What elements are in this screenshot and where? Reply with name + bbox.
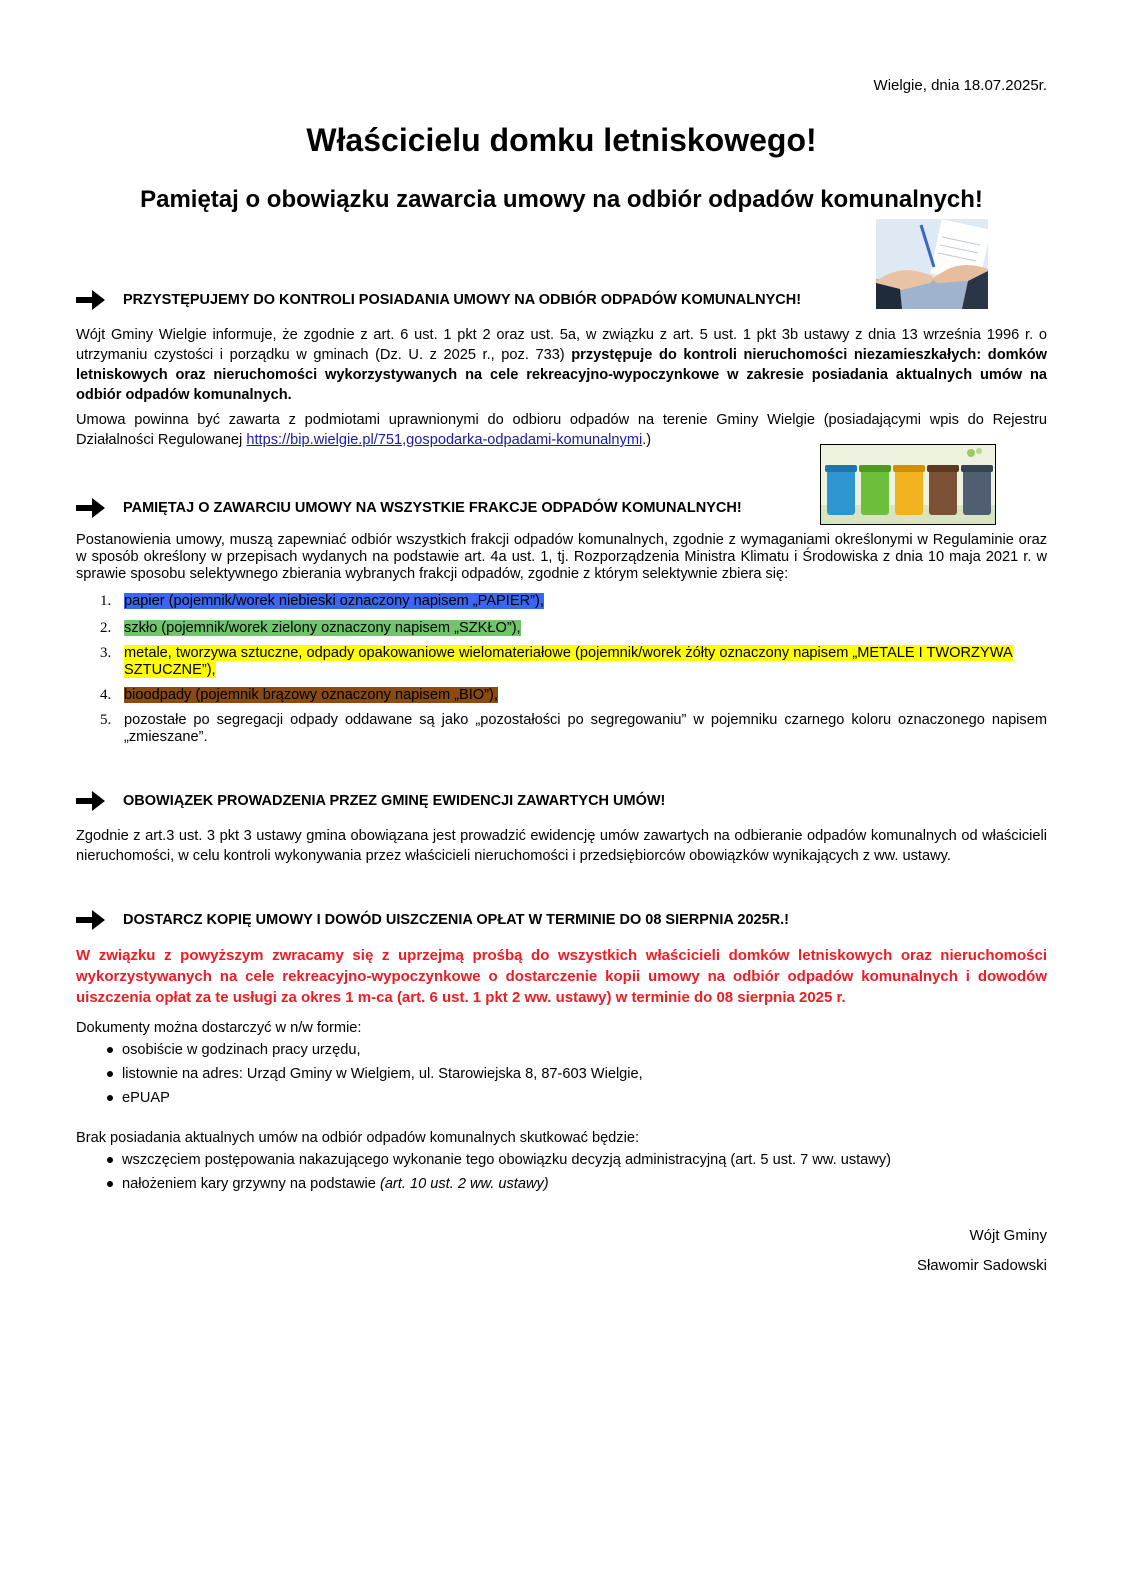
list-number: 5. — [100, 712, 112, 728]
list-item: osobiście w godzinach pracy urzędu, — [76, 1040, 1047, 1060]
arrow-right-icon — [76, 790, 108, 812]
list-number: 1. — [100, 593, 112, 609]
section-heading-deadline — [76, 908, 956, 932]
consequences-intro: Brak posiadania aktualnych umów na odbiór odpadów komunalnych skutkować będzie: — [76, 1130, 640, 1146]
list-number: 4. — [100, 687, 112, 703]
section-heading-fractions — [76, 496, 956, 520]
signature-role: Wójt Gminy — [969, 1227, 1047, 1244]
list-item — [76, 712, 1047, 746]
arrow-right-icon — [76, 909, 108, 931]
section-heading-control — [76, 288, 956, 312]
fraction-glass: szkło (pojemnik/worek zielony oznaczony napisem „SZKŁO”), — [124, 620, 521, 636]
arrow-right-icon — [76, 497, 108, 519]
section-heading-text: PAMIĘTAJ O ZAWARCIU UMOWY NA WSZYSTKIE FRAKCJE ODPADÓW KOMUNALNYCH! — [123, 500, 742, 516]
arrow-right-icon — [76, 289, 108, 311]
consequence-text: nałożeniem kary grzywny na podstawie — [122, 1176, 380, 1192]
paragraph-contract-text: Umowa powinna być zawarta z podmiotami uprawnionymi do odbioru odpadów na terenie Gminy Wielgie (posiadającymi wpis do Rejestru Działalności Regulowanej — [76, 412, 1047, 448]
list-item — [76, 591, 1047, 611]
list-item — [76, 1174, 1047, 1194]
page-subtitle: Pamiętaj o obowiązku zawarcia umowy na odbiór odpadów komunalnych! — [140, 186, 983, 213]
paragraph-control-bold: przystępuje do kontroli nieruchomości niezamieszkałych: domków letniskowych oraz nieruchomości wykorzystywanych na cele rekreacyjno-wypoczynkowe w zakresie posiadania aktualnych umów na odbiór odpadów komunalnych. — [76, 347, 1047, 403]
consequence-citation: (art. 10 ust. 2 ww. ustawy) — [379, 1176, 549, 1192]
docs-intro: Dokumenty można dostarczyć w n/w formie: — [76, 1020, 362, 1036]
fraction-bio: bioodpady (pojemnik brązowy oznaczony napisem „BIO”), — [124, 687, 498, 703]
list-item: ePUAP — [76, 1088, 1047, 1108]
paragraph-control-info — [76, 325, 1047, 405]
section-heading-text: DOSTARCZ KOPIĘ UMOWY I DOWÓD UISZCZENIA OPŁAT W TERMINIE DO 08 SIERPNIA 2025R.! — [123, 912, 789, 928]
list-item — [76, 618, 1047, 638]
section-heading-text: OBOWIĄZEK PROWADZENIA PRZEZ GMINĘ EWIDENCJI ZAWARTYCH UMÓW! — [123, 793, 666, 809]
fraction-mixed: pozostałe po segregacji odpady oddawane są jako „pozostałości po segregowaniu” w pojemniku czarnego koloru oznaczonego napisem „zmieszane”. — [124, 712, 1047, 745]
page-title: Właścicielu domku letniskowego! — [306, 122, 817, 158]
paragraph-contract-end: .) — [642, 432, 652, 448]
date-line: Wielgie, dnia 18.07.2025r. — [873, 77, 1047, 94]
list-item — [76, 685, 1047, 705]
list-item — [76, 645, 1047, 679]
section-heading-register — [76, 789, 956, 813]
paragraph-control-text: Wójt Gminy Wielgie informuje, że zgodnie z art. 6 ust. 1 pkt 2 oraz ust. 5a, w związku z art. 5 ust. 1 pkt 3b ustawy z dnia 13 września 1996 r. o utrzymaniu czystości i porządku w gminach (Dz. U. z 2025 r., poz. 733) — [76, 327, 1047, 363]
list-number: 3. — [100, 645, 112, 661]
consequences-list — [76, 1150, 1047, 1198]
deadline-notice: W związku z powyższym zwracamy się z uprzejmą prośbą do wszystkich właścicieli domków letniskowych oraz nieruchomości wykorzystywanych na cele rekreacyjno-wypoczynkowe o dostarczenie kopii umowy na odbiór odpadów komunalnych i dowodów uiszczenia opłat za te usługi za okres 1 m-ca (art. 6 ust. 1 pkt 2 ww. ustawy) w terminie do 08 sierpnia 2025 r. — [76, 947, 1047, 1006]
fraction-paper: papier (pojemnik/worek niebieski oznaczony napisem „PAPIER”), — [124, 593, 544, 609]
fractions-list — [76, 591, 1047, 753]
paragraph-register: Zgodnie z art.3 ust. 3 pkt 3 ustawy gmina obowiązana jest prowadzić ewidencję umów zawartych na odbieranie odpadów komunalnych od właścicieli nieruchomości, w celu kontroli wykonywania przez właścicieli nieruchomości i przedsiębiorców obowiązków wynikających z ww. ustawy. — [76, 828, 1047, 864]
list-item: listownie na adres: Urząd Gminy w Wielgiem, ul. Starowiejska 8, 87-603 Wielgie, — [76, 1064, 1047, 1084]
list-item: wszczęciem postępowania nakazującego wykonanie tego obowiązku decyzją administracyjną (art. 5 ust. 7 ww. ustawy) — [76, 1150, 1047, 1170]
delivery-methods-list — [76, 1040, 1047, 1112]
fraction-metals-plastics: metale, tworzywa sztuczne, odpady opakowaniowe wielomateriałowe (pojemnik/worek żółty oznaczony napisem „METALE I TWORZYWA SZTUCZNE”), — [124, 645, 1013, 678]
signature-name: Sławomir Sadowski — [916, 1257, 1047, 1274]
register-link[interactable]: https://bip.wielgie.pl/751,gospodarka-odpadami-komunalnymi — [246, 432, 643, 448]
paragraph-fractions-intro: Postanowienia umowy, muszą zapewniać odbiór wszystkich frakcji odpadów komunalnych, zgodnie z wymaganiami określonymi w Regulaminie oraz w sposób określony w przepisach wydanych na podstawie art. 4a ust. 1, tj. Rozporządzenia Ministra Klimatu i Środowiska z dnia 10 maja 2021 r. w sprawie sposobu selektywnego zbierania wybranych frakcji odpadów, zgodnie z którym selektywnie zbiera się: — [76, 532, 1047, 582]
section-heading-text: PRZYSTĘPUJEMY DO KONTROLI POSIADANIA UMOWY NA ODBIÓR ODPADÓW KOMUNALNYCH! — [123, 292, 802, 308]
list-number: 2. — [100, 620, 112, 636]
